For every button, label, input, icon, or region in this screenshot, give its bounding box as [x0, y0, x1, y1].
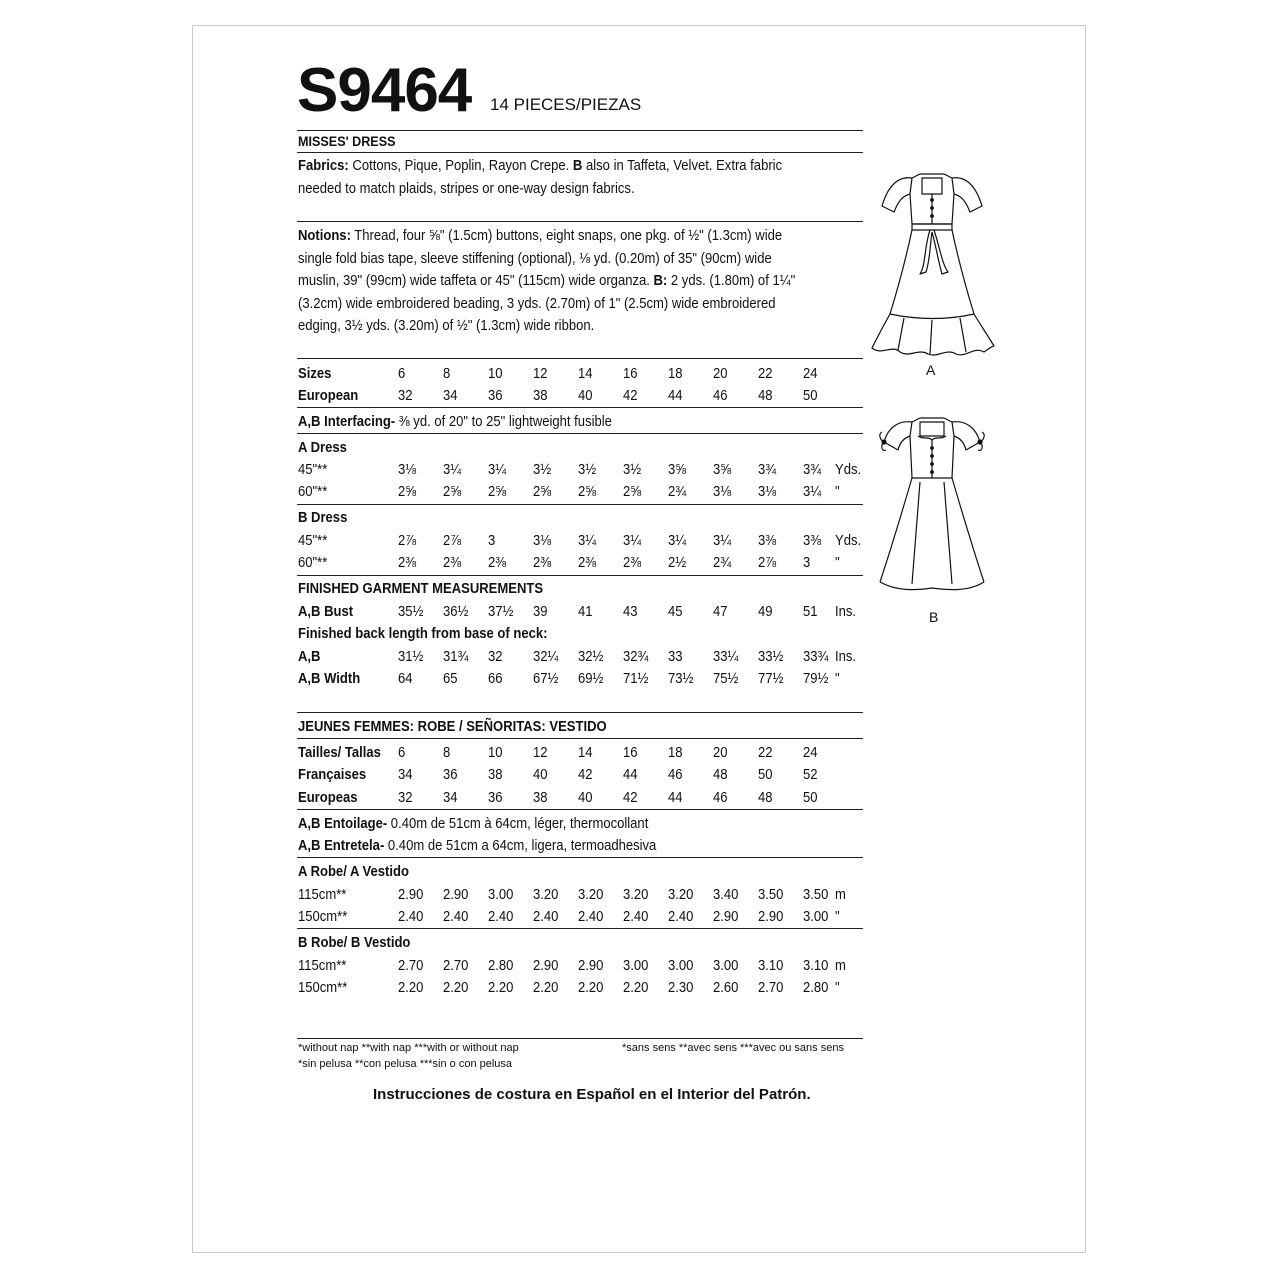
table-cell: 3⅝ — [713, 462, 732, 478]
table-cell: 48 — [713, 767, 728, 783]
table-cell: 18 — [668, 745, 683, 761]
table-cell: 2.20 — [533, 980, 559, 996]
table-cell: 3¼ — [443, 462, 462, 478]
table-cell: 32 — [488, 649, 503, 665]
table-cell: 44 — [668, 388, 683, 404]
unit-label: Yds. — [835, 462, 862, 478]
table-cell: 39 — [533, 604, 548, 620]
view-a-metric-heading: A Robe/ A Vestido — [298, 864, 409, 880]
dress-b-illustration — [868, 412, 998, 602]
divider — [297, 358, 863, 359]
table-cell: 2⅞ — [398, 533, 417, 549]
table-cell: 3¼ — [713, 533, 732, 549]
table-cell: 3⅛ — [533, 533, 552, 549]
table-cell: 3.00 — [803, 909, 829, 925]
table-cell: 3.20 — [668, 887, 694, 903]
table-cell: 2¾ — [668, 484, 687, 500]
divider — [297, 1038, 863, 1039]
table-cell: 22 — [758, 366, 773, 382]
table-cell: 2.20 — [443, 980, 469, 996]
table-cell: 33½ — [758, 649, 784, 665]
table-cell: 3.00 — [488, 887, 514, 903]
interfacing-text: ⅜ yd. of 20" to 25" lightweight fusible — [395, 414, 612, 430]
table-cell: 67½ — [533, 671, 559, 687]
table-cell: 2⅜ — [623, 555, 642, 571]
table-cell: 2⅝ — [533, 484, 552, 500]
nap-legend-english: *without nap **with nap ***with or without nap — [298, 1042, 519, 1054]
table-cell: 2.30 — [668, 980, 694, 996]
table-cell: 48 — [758, 388, 773, 404]
table-cell: 2.90 — [533, 958, 559, 974]
row-label: Europeas — [298, 790, 358, 806]
divider — [297, 433, 863, 434]
table-cell: 2.60 — [713, 980, 739, 996]
divider — [297, 152, 863, 153]
table-cell: 14 — [578, 366, 593, 382]
unit-label: " — [835, 671, 840, 687]
table-cell: 2.20 — [578, 980, 604, 996]
row-label: Tailles/ Tallas — [298, 745, 381, 761]
view-a-label: A — [926, 362, 936, 378]
table-cell: 2.70 — [443, 958, 469, 974]
table-cell: 3 — [488, 533, 496, 549]
divider — [297, 738, 863, 739]
divider — [297, 575, 863, 576]
table-cell: 2.20 — [623, 980, 649, 996]
table-cell: 40 — [578, 790, 593, 806]
table-cell: 32 — [398, 388, 413, 404]
table-cell: 36 — [488, 388, 503, 404]
table-cell: 2⅜ — [443, 555, 462, 571]
table-cell: 24 — [803, 745, 818, 761]
pattern-title: MISSES' DRESS — [298, 133, 396, 149]
table-cell: 36 — [488, 790, 503, 806]
table-cell: 34 — [443, 388, 458, 404]
table-cell: 34 — [443, 790, 458, 806]
view-b-label: B — [929, 609, 939, 625]
divider — [297, 857, 863, 858]
table-cell: 3⅝ — [668, 462, 687, 478]
table-cell: 3.00 — [668, 958, 694, 974]
table-cell: 33¼ — [713, 649, 739, 665]
row-label: A,B Bust — [298, 604, 354, 620]
view-b-metric-heading: B Robe/ B Vestido — [298, 935, 411, 951]
table-cell: 48 — [758, 790, 773, 806]
unit-label: Ins. — [835, 649, 857, 665]
entretela-row — [298, 835, 656, 857]
row-label: 45"** — [298, 462, 328, 478]
row-label: 115cm** — [298, 958, 347, 974]
row-label: 150cm** — [298, 980, 348, 996]
row-label: 60"** — [298, 555, 328, 571]
unit-label: Ins. — [835, 604, 857, 620]
table-cell: 2½ — [668, 555, 687, 571]
table-cell: 71½ — [623, 671, 649, 687]
table-cell: 79½ — [803, 671, 829, 687]
table-cell: 44 — [668, 790, 683, 806]
table-cell: 3¼ — [803, 484, 822, 500]
table-cell: 20 — [713, 366, 728, 382]
table-cell: 69½ — [578, 671, 604, 687]
table-cell: 2⅜ — [488, 555, 507, 571]
divider — [297, 504, 863, 505]
row-label: 45"** — [298, 533, 328, 549]
interfacing-label: A,B Entretela- — [298, 838, 385, 854]
table-cell: 3 — [803, 555, 811, 571]
table-cell: 2.20 — [398, 980, 424, 996]
table-cell: 3.20 — [578, 887, 604, 903]
interfacing-text: 0.40m de 51cm à 64cm, léger, thermocollant — [387, 816, 649, 832]
row-label: A,B — [298, 649, 321, 665]
table-cell: 6 — [398, 745, 406, 761]
table-cell: 64 — [398, 671, 413, 687]
table-cell: 3⅛ — [758, 484, 777, 500]
table-cell: 2.90 — [443, 887, 469, 903]
table-cell: 16 — [623, 745, 638, 761]
table-cell: 45 — [668, 604, 683, 620]
table-cell: 3¾ — [803, 462, 822, 478]
table-cell: 20 — [713, 745, 728, 761]
table-cell: 2.40 — [398, 909, 424, 925]
table-cell: 3.20 — [533, 887, 559, 903]
pieces-count: 14 PIECES/PIEZAS — [490, 95, 642, 114]
table-cell: 2.90 — [758, 909, 784, 925]
table-cell: 42 — [578, 767, 593, 783]
interfacing-row — [298, 411, 612, 433]
interfacing-label: A,B Interfacing- — [298, 414, 396, 430]
table-cell: 2⅝ — [578, 484, 597, 500]
table-cell: 3⅜ — [758, 533, 777, 549]
table-cell: 50 — [803, 790, 818, 806]
table-cell: 2.70 — [398, 958, 424, 974]
dress-a-illustration — [868, 168, 998, 368]
table-cell: 16 — [623, 366, 638, 382]
table-cell: 32¾ — [623, 649, 649, 665]
pattern-code: S9464 — [297, 56, 472, 125]
table-cell: 43 — [623, 604, 638, 620]
table-cell: 2.40 — [623, 909, 649, 925]
table-cell: 3.00 — [623, 958, 649, 974]
table-cell: 2⅝ — [488, 484, 507, 500]
table-cell: 34 — [398, 767, 413, 783]
table-cell: 42 — [623, 790, 638, 806]
table-cell: 24 — [803, 366, 818, 382]
table-cell: 12 — [533, 366, 548, 382]
unit-label: Yds. — [835, 533, 862, 549]
table-cell: 3½ — [533, 462, 552, 478]
table-cell: 2⅞ — [443, 533, 462, 549]
table-cell: 37½ — [488, 604, 514, 620]
table-cell: 3¼ — [578, 533, 597, 549]
table-cell: 10 — [488, 366, 503, 382]
divider — [297, 928, 863, 929]
unit-label: m — [835, 887, 846, 903]
table-cell: 2⅜ — [533, 555, 552, 571]
table-cell: 2⅜ — [578, 555, 597, 571]
table-cell: 3⅛ — [713, 484, 732, 500]
table-cell: 2⅞ — [758, 555, 777, 571]
back-length-heading: Finished back length from base of neck: — [298, 626, 548, 642]
divider — [297, 221, 863, 222]
row-label: European — [298, 388, 359, 404]
table-cell: 3½ — [578, 462, 597, 478]
table-cell: 8 — [443, 745, 451, 761]
table-cell: 8 — [443, 366, 451, 382]
unit-label: m — [835, 958, 846, 974]
table-cell: 2⅝ — [623, 484, 642, 500]
table-cell: 65 — [443, 671, 458, 687]
table-cell: 66 — [488, 671, 503, 687]
table-cell: 36½ — [443, 604, 469, 620]
table-cell: 3.50 — [758, 887, 784, 903]
table-cell: 36 — [443, 767, 458, 783]
view-b-heading: B Dress — [298, 510, 348, 526]
row-label: A,B Width — [298, 671, 361, 687]
row-label: 60"** — [298, 484, 328, 500]
table-cell: 2.40 — [488, 909, 514, 925]
table-cell: 32 — [398, 790, 413, 806]
entoilage-row — [298, 813, 648, 835]
table-cell: 46 — [668, 767, 683, 783]
table-cell: 32½ — [578, 649, 604, 665]
table-cell: 41 — [578, 604, 593, 620]
divider — [297, 407, 863, 408]
table-cell: 33 — [668, 649, 683, 665]
table-cell: 38 — [533, 388, 548, 404]
table-cell: 3.10 — [758, 958, 784, 974]
table-cell: 38 — [533, 790, 548, 806]
table-cell: 49 — [758, 604, 773, 620]
unit-label: " — [835, 555, 840, 571]
table-cell: 2.40 — [533, 909, 559, 925]
spanish-instructions-note: Instrucciones de costura en Español en el Interior del Patrón. — [373, 1086, 811, 1103]
table-cell: 3.10 — [803, 958, 829, 974]
table-cell: 22 — [758, 745, 773, 761]
table-cell: 14 — [578, 745, 593, 761]
table-cell: 40 — [578, 388, 593, 404]
divider — [297, 712, 863, 713]
view-a-heading: A Dress — [298, 440, 347, 456]
table-cell: 46 — [713, 388, 728, 404]
table-cell: 31½ — [398, 649, 424, 665]
table-cell: 2.80 — [803, 980, 829, 996]
nap-legend-french: *sans sens **avec sens ***avec ou sans sens — [622, 1042, 844, 1054]
row-label: Françaises — [298, 767, 367, 783]
unit-label: " — [835, 909, 840, 925]
table-cell: 77½ — [758, 671, 784, 687]
table-cell: 32¼ — [533, 649, 559, 665]
fabrics-text: Fabrics: Cottons, Pique, Poplin, Rayon Crepe. B also in Taffeta, Velvet. Extra fabric needed to match plaids, stripes or one-way design fabrics. — [298, 158, 783, 197]
table-cell: 3¼ — [623, 533, 642, 549]
table-cell: 33¾ — [803, 649, 829, 665]
divider — [297, 809, 863, 810]
table-cell: 2⅝ — [398, 484, 417, 500]
table-cell: 73½ — [668, 671, 694, 687]
table-cell: 2.40 — [668, 909, 694, 925]
finished-measurements-heading: FINISHED GARMENT MEASUREMENTS — [298, 581, 544, 597]
interfacing-text: 0.40m de 51cm a 64cm, ligera, termoadhesiva — [384, 838, 657, 854]
interfacing-label: A,B Entoilage- — [298, 816, 388, 832]
table-cell: 3½ — [623, 462, 642, 478]
table-cell: 2.90 — [578, 958, 604, 974]
table-cell: 18 — [668, 366, 683, 382]
table-cell: 51 — [803, 604, 818, 620]
table-cell: 2¾ — [713, 555, 732, 571]
table-cell: 50 — [758, 767, 773, 783]
row-label: 115cm** — [298, 887, 347, 903]
table-cell: 40 — [533, 767, 548, 783]
table-cell: 3¼ — [488, 462, 507, 478]
table-cell: 3⅜ — [803, 533, 822, 549]
unit-label: " — [835, 980, 840, 996]
table-cell: 46 — [713, 790, 728, 806]
table-cell: 75½ — [713, 671, 739, 687]
table-cell: 2.80 — [488, 958, 514, 974]
nap-legend-spanish: *sin pelusa **con pelusa ***sin o con pelusa — [298, 1058, 513, 1070]
table-cell: 3.00 — [713, 958, 739, 974]
table-cell: 2⅜ — [398, 555, 417, 571]
table-cell: 2.90 — [398, 887, 424, 903]
table-cell: 12 — [533, 745, 548, 761]
row-label: 150cm** — [298, 909, 348, 925]
table-cell: 2.70 — [758, 980, 784, 996]
table-cell: 52 — [803, 767, 818, 783]
table-cell: 42 — [623, 388, 638, 404]
table-cell: 3.20 — [623, 887, 649, 903]
table-cell: 3⅛ — [398, 462, 417, 478]
table-cell: 3¼ — [668, 533, 687, 549]
table-cell: 6 — [398, 366, 406, 382]
table-cell: 47 — [713, 604, 728, 620]
row-label: Sizes — [298, 366, 332, 382]
table-cell: 2.40 — [443, 909, 469, 925]
table-cell: 35½ — [398, 604, 424, 620]
table-cell: 2.40 — [578, 909, 604, 925]
unit-label: " — [835, 484, 840, 500]
table-cell: 31¾ — [443, 649, 469, 665]
table-cell: 50 — [803, 388, 818, 404]
table-cell: 2.20 — [488, 980, 514, 996]
table-cell: 2⅝ — [443, 484, 462, 500]
metric-heading: JEUNES FEMMES: ROBE / SEÑORITAS: VESTIDO — [298, 719, 607, 735]
table-cell: 3.40 — [713, 887, 739, 903]
table-cell: 2.90 — [713, 909, 739, 925]
table-cell: 38 — [488, 767, 503, 783]
table-cell: 3.50 — [803, 887, 829, 903]
table-cell: 44 — [623, 767, 638, 783]
notions-text: Notions: Thread, four ⅝" (1.5cm) buttons, eight snaps, one pkg. of ½" (1.3cm) wide single fold bias tape, sleeve stiffening (optional), ⅛ yd. (0.20m) of 35" (90cm) wide muslin, 39" (99cm) wide taffeta or 45" (115cm) wide organza. B: 2 yds. (1.80m) of 1¼" (3.2cm) wide embroidered beading, 3 yds. (2.70m) of 1" (2.5cm) wide embroidered edging, 3½ yds. (3.20m) of ½" (1.3cm) wide ribbon. — [298, 228, 796, 334]
table-cell: 3¾ — [758, 462, 777, 478]
table-cell: 10 — [488, 745, 503, 761]
